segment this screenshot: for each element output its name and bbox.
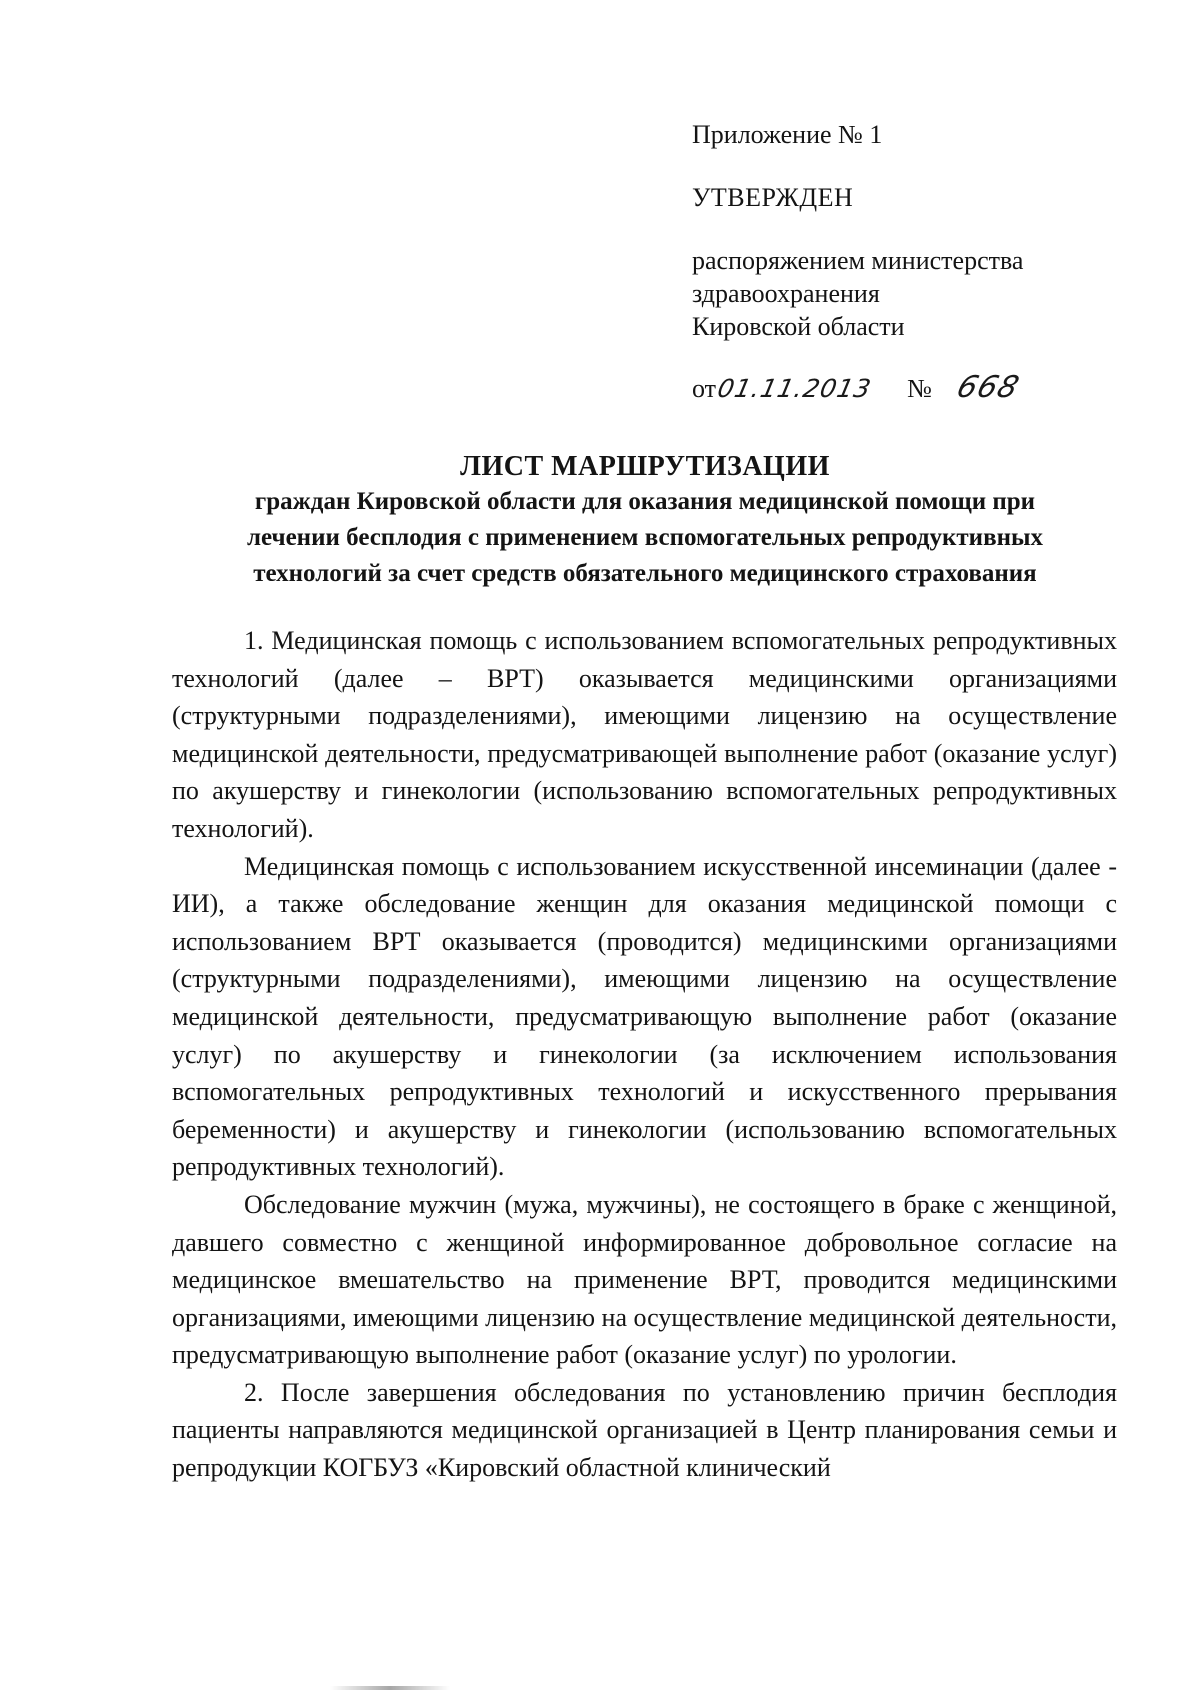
paragraph-3: Обследование мужчин (мужа, мужчины), не состоящего в браке с женщиной, давшего совместно с женщиной информированное добровольное согласие на медицинское вмешательство на применение ВРТ, проводится медицинскими организациями, имеющими лицензию на осуществление медицинской деятельности, предусматривающую выполнение работ (оказание услуг) по урологии. (172, 1189, 1117, 1370)
decree-issuer (692, 244, 1152, 343)
title-main: ЛИСТ МАРШРУТИЗАЦИИ (460, 451, 830, 482)
document-title (170, 450, 1120, 592)
document-body (172, 622, 1117, 1487)
title-sub-line-1: граждан Кировской области для оказания медицинской помощи при (254, 488, 1036, 515)
handwritten-date: 01.11.2013 (714, 374, 875, 403)
decree-line-2: здравоохранения (692, 279, 880, 308)
approved-label: УТВЕРЖДЕН (692, 183, 854, 212)
approval-stamp-block (692, 118, 1152, 405)
paragraph-4: 2. После завершения обследования по установлению причин бесплодия пациенты направляются медицинской организацией в Центр планирования семьи и репродукции КОГБУЗ «Кировский областной клинический (172, 1377, 1117, 1483)
appendix-label: Приложение № 1 (692, 120, 883, 149)
scan-artifact (330, 1686, 450, 1690)
date-prefix: от (692, 374, 717, 403)
decree-date-number (692, 371, 1152, 405)
title-sub-line-3: технологий за счет средств обязательного медицинского страхования (253, 560, 1037, 587)
decree-line-3: Кировской области (692, 312, 905, 341)
paragraph-2: Медицинская помощь с использованием искусственной инсеминации (далее - ИИ), а также обследование женщин для оказания медицинской помощи с использованием ВРТ оказывается (проводится) медицинскими организациями (структурными подразделениями), имеющими лицензию на осуществление медицинской деятельности, предусматривающую выполнение работ (оказание услуг) по акушерству и гинекологии (за исключением использования вспомогательных репродуктивных технологий и искусственного прерывания беременности) и акушерству и гинекологии (использованию вспомогательных репродуктивных технологий). (172, 851, 1117, 1182)
handwritten-number: 668 (952, 370, 1024, 405)
number-label: № (907, 374, 932, 403)
decree-line-1: распоряжением министерства (692, 246, 1024, 275)
title-sub-line-2: лечении бесплодия с применением вспомогательных репродуктивных (246, 524, 1043, 551)
paragraph-1: 1. Медицинская помощь с использованием вспомогательных репродуктивных технологий (далее – ВРТ) оказывается медицинскими организациями (структурными подразделениями), имеющими лицензию на осуществление медицинской деятельности, предусматривающей выполнение работ (оказание услуг) по акушерству и гинекологии (использованию вспомогательных репродуктивных технологий). (172, 626, 1117, 843)
